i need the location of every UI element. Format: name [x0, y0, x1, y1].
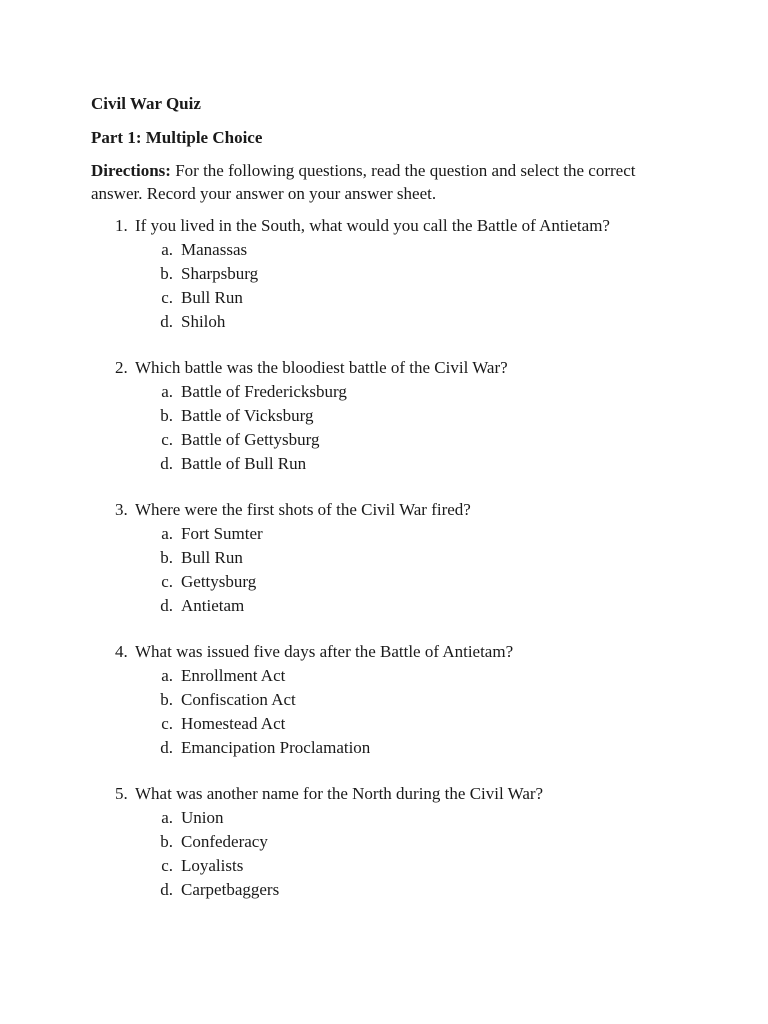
question-line — [91, 356, 708, 380]
option-letter: d. — [160, 596, 173, 615]
answer-option — [91, 570, 708, 594]
answer-option — [91, 546, 708, 570]
option-text: Manassas — [181, 240, 248, 259]
answer-option — [91, 830, 708, 854]
answer-option — [91, 262, 708, 286]
option-list — [91, 806, 708, 902]
question-number — [91, 640, 135, 664]
option-list — [91, 664, 708, 760]
answer-option — [91, 452, 708, 476]
directions-label: Directions: — [91, 161, 171, 180]
question-number-text: 5. — [115, 784, 128, 803]
option-text: Confederacy — [181, 832, 268, 851]
option-text: Union — [181, 808, 224, 827]
option-letter: a. — [161, 808, 173, 827]
option-list — [91, 238, 708, 334]
option-text: Sharpsburg — [181, 264, 259, 283]
option-text: Fort Sumter — [181, 524, 263, 543]
answer-option — [91, 404, 708, 428]
answer-option — [91, 428, 708, 452]
option-letter: c. — [161, 572, 173, 591]
option-text: Carpetbaggers — [181, 880, 280, 899]
option-text: Bull Run — [181, 288, 243, 307]
option-letter: c. — [161, 714, 173, 733]
option-letter: d. — [160, 880, 173, 899]
option-text: Antietam — [181, 596, 245, 615]
question-line — [91, 214, 708, 238]
question-line — [91, 640, 708, 664]
option-letter: a. — [161, 240, 173, 259]
option-text: Battle of Gettysburg — [181, 430, 320, 449]
question-line — [91, 498, 708, 522]
answer-option — [91, 854, 708, 878]
answer-option — [91, 806, 708, 830]
option-letter: c. — [161, 856, 173, 875]
option-list — [91, 522, 708, 618]
option-text: Enrollment Act — [181, 666, 286, 685]
question-text: Which battle was the bloodiest battle of the Civil War? — [135, 358, 508, 377]
answer-option — [91, 594, 708, 618]
directions-text: For the following questions, read the question and select the correct answer. Record your answer on your answer sheet. — [91, 161, 636, 203]
question-item — [91, 640, 708, 760]
option-letter: b. — [160, 406, 173, 425]
option-letter: c. — [161, 430, 173, 449]
question-text: If you lived in the South, what would you call the Battle of Antietam? — [135, 216, 610, 235]
question-list — [91, 214, 708, 902]
option-letter: d. — [160, 454, 173, 473]
question-number — [91, 498, 135, 522]
option-list — [91, 380, 708, 476]
question-item — [91, 498, 708, 618]
option-text: Emancipation Proclamation — [181, 738, 371, 757]
option-letter: b. — [160, 264, 173, 283]
question-number-text: 3. — [115, 500, 128, 519]
question-number-text: 4. — [115, 642, 128, 661]
option-letter: b. — [160, 832, 173, 851]
option-text: Battle of Vicksburg — [181, 406, 314, 425]
question-number-text: 2. — [115, 358, 128, 377]
question-item — [91, 214, 708, 334]
option-letter: d. — [160, 738, 173, 757]
answer-option — [91, 878, 708, 902]
question-number — [91, 356, 135, 380]
answer-option — [91, 736, 708, 760]
question-line — [91, 782, 708, 806]
answer-option — [91, 688, 708, 712]
option-text: Bull Run — [181, 548, 243, 567]
option-letter: a. — [161, 666, 173, 685]
part-heading: Part 1: Multiple Choice — [91, 128, 263, 147]
answer-option — [91, 712, 708, 736]
question-text: What was issued five days after the Battle of Antietam? — [135, 642, 514, 661]
answer-option — [91, 238, 708, 262]
option-letter: b. — [160, 548, 173, 567]
answer-option — [91, 286, 708, 310]
option-text: Gettysburg — [181, 572, 257, 591]
option-text: Loyalists — [181, 856, 244, 875]
option-letter: d. — [160, 312, 173, 331]
directions — [91, 159, 681, 205]
answer-option — [91, 522, 708, 546]
question-number — [91, 214, 135, 238]
option-text: Battle of Bull Run — [181, 454, 307, 473]
option-letter: a. — [161, 382, 173, 401]
option-text: Homestead Act — [181, 714, 286, 733]
option-letter: b. — [160, 690, 173, 709]
answer-option — [91, 380, 708, 404]
question-item — [91, 356, 708, 476]
answer-option — [91, 310, 708, 334]
question-text: Where were the first shots of the Civil War fired? — [135, 500, 471, 519]
question-text: What was another name for the North during the Civil War? — [135, 784, 544, 803]
answer-option — [91, 664, 708, 688]
option-text: Shiloh — [181, 312, 226, 331]
question-item — [91, 782, 708, 902]
question-number-text: 1. — [115, 216, 128, 235]
option-letter: c. — [161, 288, 173, 307]
option-text: Confiscation Act — [181, 690, 296, 709]
question-number — [91, 782, 135, 806]
option-letter: a. — [161, 524, 173, 543]
option-text: Battle of Fredericksburg — [181, 382, 347, 401]
quiz-title: Civil War Quiz — [91, 94, 201, 113]
